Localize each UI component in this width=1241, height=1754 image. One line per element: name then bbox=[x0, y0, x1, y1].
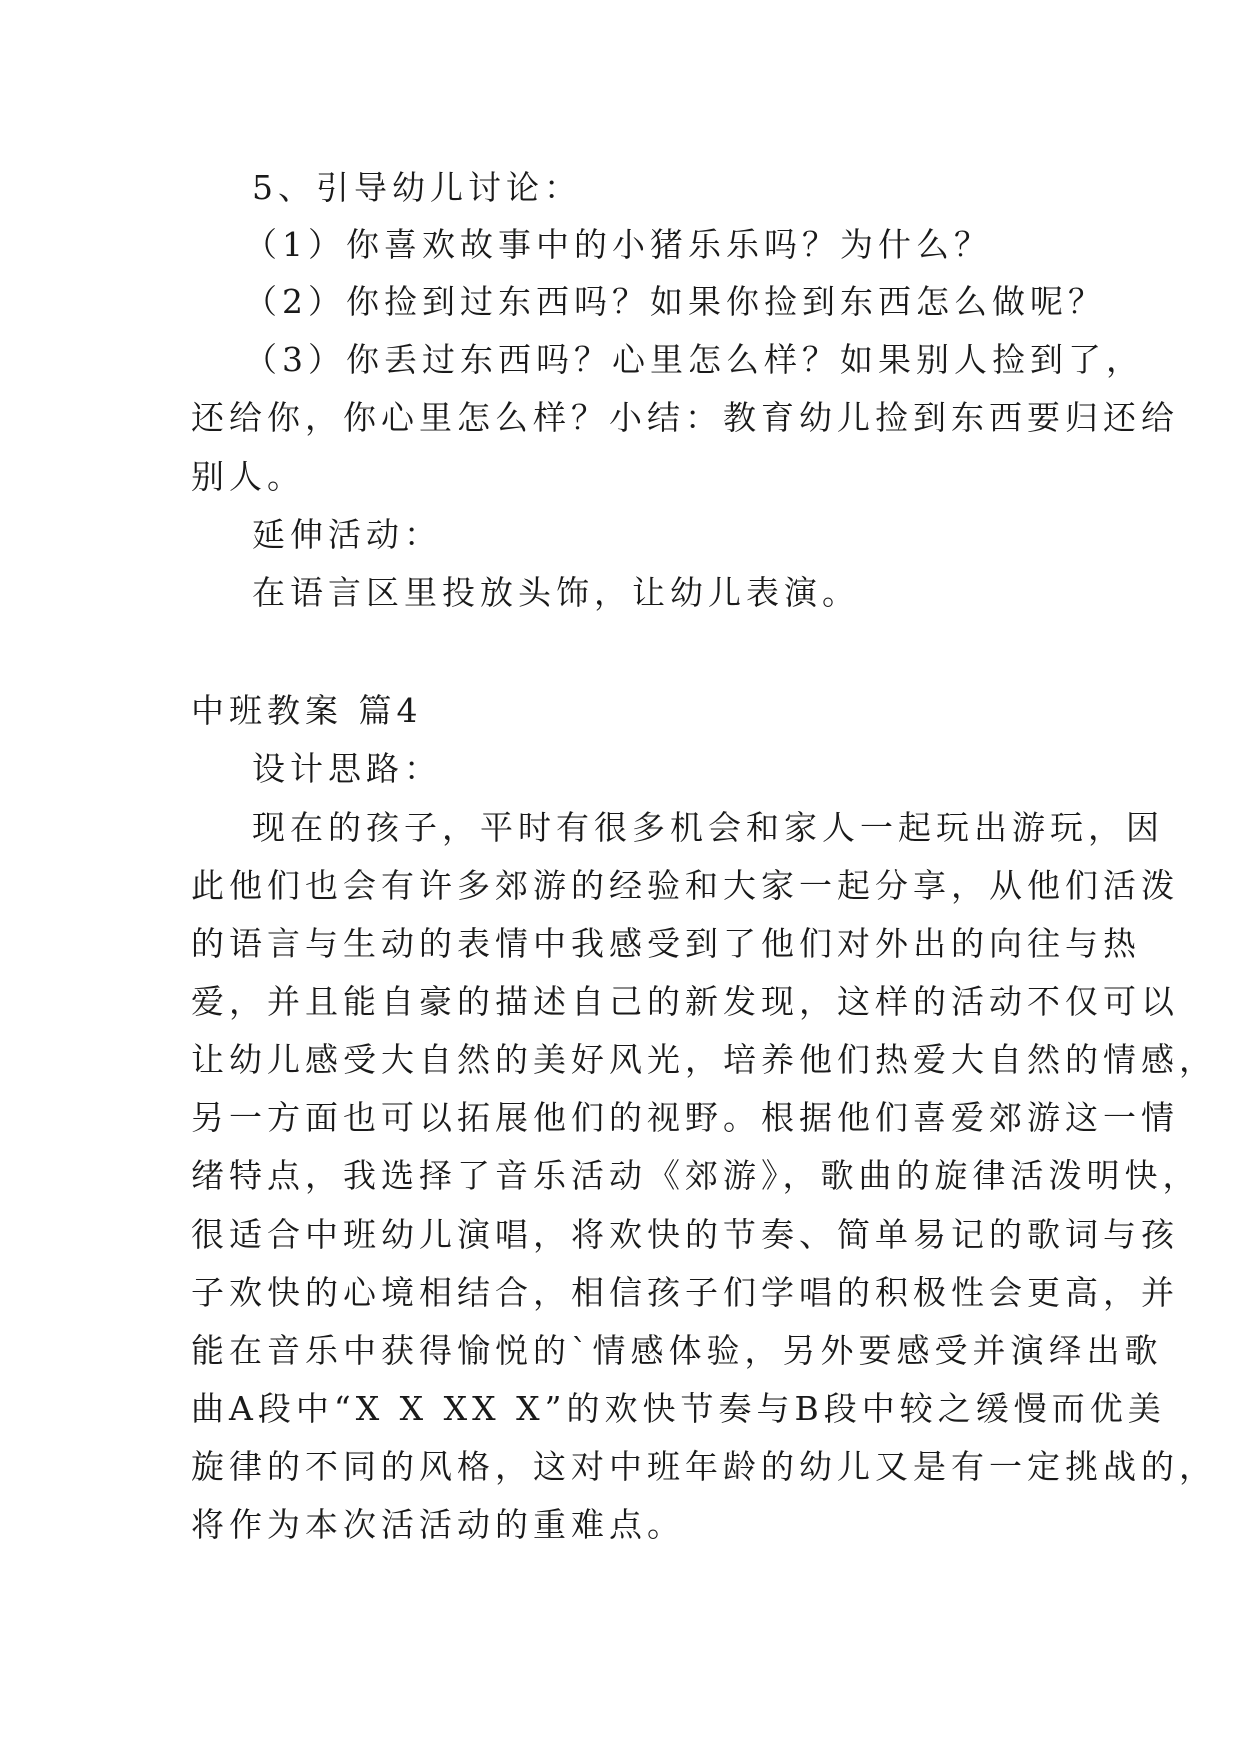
discussion-heading: 5、引导幼儿讨论： bbox=[252, 168, 582, 207]
paragraph-line: 能在音乐中获得愉悦的`情感体验，另外要感受并演绎出歌 bbox=[191, 1331, 1163, 1370]
paragraph-line: 将作为本次活活动的重难点。 bbox=[191, 1505, 685, 1544]
question-3-continued: 还给你，你心里怎么样？小结：教育幼儿捡到东西要归还给 bbox=[191, 398, 1179, 437]
question-2: （2）你捡到过东西吗？如果你捡到东西怎么做呢？ bbox=[244, 282, 1106, 321]
section-heading: 中班教案 篇4 bbox=[191, 691, 423, 730]
paragraph-line: 子欢快的心境相结合，相信孩子们学唱的积极性会更高，并 bbox=[191, 1273, 1179, 1312]
extension-activity-text: 在语言区里投放头饰，让幼儿表演。 bbox=[252, 573, 860, 612]
paragraph-line: 现在的孩子，平时有很多机会和家人一起玩出游玩，因 bbox=[252, 808, 1164, 847]
question-3: （3）你丢过东西吗？心里怎么样？如果别人捡到了， bbox=[244, 340, 1144, 379]
paragraph-line: 很适合中班幼儿演唱，将欢快的节奏、简单易记的歌词与孩 bbox=[191, 1215, 1179, 1254]
paragraph-line: 此他们也会有许多郊游的经验和大家一起分享，从他们活泼 bbox=[191, 866, 1179, 905]
paragraph-line: 的语言与生动的表情中我感受到了他们对外出的向往与热 bbox=[191, 924, 1141, 963]
paragraph-line: 让幼儿感受大自然的美好风光，培养他们热爱大自然的情感， bbox=[191, 1040, 1217, 1079]
paragraph-line: 旋律的不同的风格，这对中班年龄的幼儿又是有一定挑战的， bbox=[191, 1447, 1217, 1486]
question-3-end: 别人。 bbox=[191, 457, 305, 496]
extension-activity-label: 延伸活动： bbox=[252, 515, 442, 554]
paragraph-line: 绪特点，我选择了音乐活动《郊游》，歌曲的旋律活泼明快， bbox=[191, 1156, 1201, 1195]
design-label: 设计思路： bbox=[252, 749, 442, 788]
question-1: （1）你喜欢故事中的小猪乐乐吗？为什么？ bbox=[244, 225, 992, 264]
paragraph-line: 另一方面也可以拓展他们的视野。根据他们喜爱郊游这一情 bbox=[191, 1098, 1179, 1137]
paragraph-line: 爱，并且能自豪的描述自己的新发现，这样的活动不仅可以 bbox=[191, 982, 1179, 1021]
paragraph-line: 曲A段中“X X XX X”的欢快节奏与B段中较之缓慢而优美 bbox=[191, 1389, 1166, 1428]
